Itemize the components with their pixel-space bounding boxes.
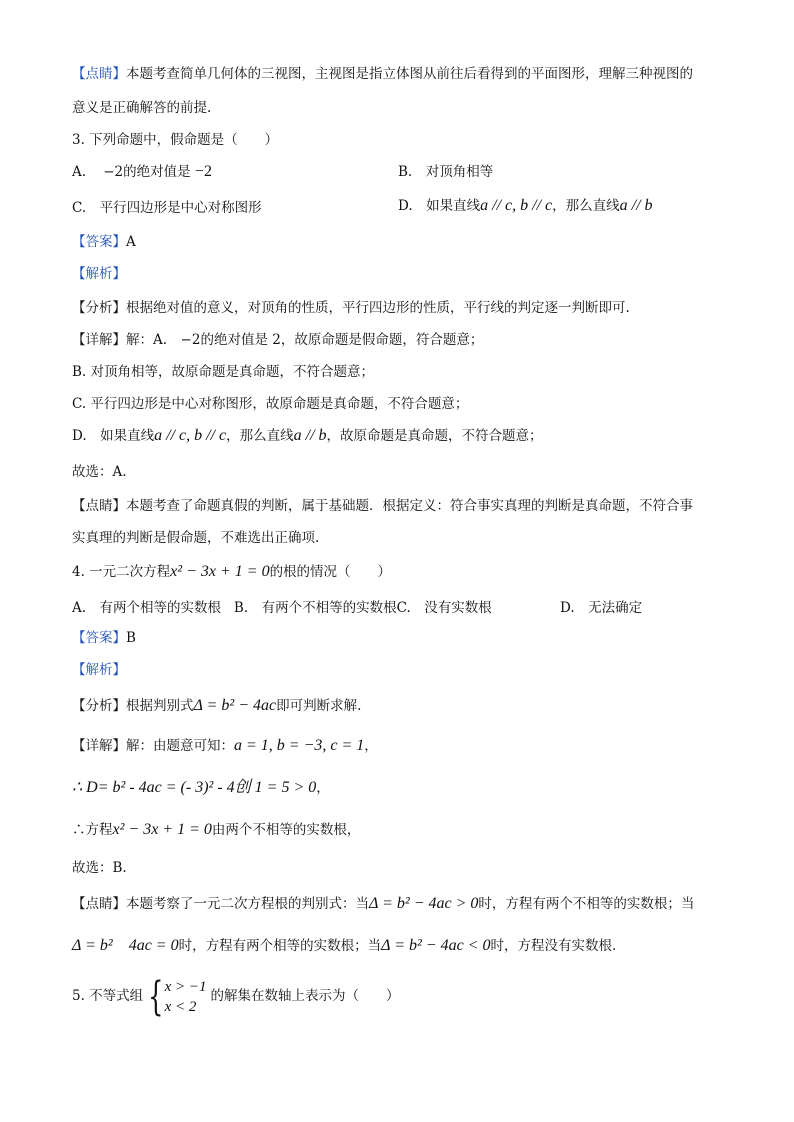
q3-option-d-math1: a // c, b // c bbox=[480, 197, 553, 214]
inequality-1: x > −1 bbox=[164, 978, 207, 995]
q3-dianjing-line1: 【点睛】本题考查了命题真假的判断，属于基础题．根据定义：符合事实真理的判断是真命题，不符合事 bbox=[72, 498, 693, 514]
q4-choose: 故选：B. bbox=[72, 860, 127, 876]
q4-equation: x² − 3x + 1 = 0 bbox=[170, 563, 270, 580]
q3-option-a: A. −2的绝对值是 −2 bbox=[72, 163, 212, 180]
q4-option-b: B. 有两个不相等的实数根 bbox=[233, 600, 397, 616]
q3-xiangjie-d: D. 如果直线a // c, b // c，那么直线a // b，故原命题是真命题，不符合题意； bbox=[72, 427, 543, 444]
q4-dianjing-line1: 【点睛】本题考察了一元二次方程根的判别式：当Δ = b² − 4ac > 0时，方程有两个不相等的实数根；当 bbox=[72, 895, 695, 912]
dianjing-paragraph-prev-line2: 意义是正确解答的前提. bbox=[72, 100, 212, 116]
q3-option-d-math2: a // b bbox=[619, 197, 653, 214]
inequality-2: x < 2 bbox=[164, 998, 197, 1015]
q4-step1: ∴ D= b² - 4ac = (- 3)² - 4创 1 = 5 > 0， bbox=[72, 779, 330, 796]
q4-option-c: C. 没有实数根 bbox=[396, 600, 492, 616]
q4-dianjing-line2: Δ = b² 4ac = 0时，方程有两个相等的实数根；当Δ = b² − 4ac < 0时，方程没有实数根. bbox=[72, 937, 617, 954]
q3-option-d: D. 如果直线a // c, b // c，那么直线a // b bbox=[398, 197, 653, 214]
dianjing-tag: 【点睛】 bbox=[72, 66, 126, 82]
q3-option-c: C. 平行四边形是中心对称图形 bbox=[72, 200, 262, 216]
q3-dianjing-line2: 实真理的判断是假命题，不难选出正确项. bbox=[72, 530, 320, 546]
q3-answer bbox=[72, 232, 136, 252]
q3-choose: 故选：A. bbox=[72, 464, 127, 480]
q5-stem: 5. 不等式组 { x > −1 x < 2 的解集在数轴上表示为（ ） bbox=[72, 973, 400, 1020]
q3-option-a-value: −2 bbox=[194, 163, 212, 180]
inequality-system bbox=[143, 973, 210, 1020]
q3-fenxi: 【分析】根据绝对值的意义，对顶角的性质，平行四边形的性质，平行线的判定逐一判断即可. bbox=[72, 300, 630, 316]
q4-fenxi: 【分析】根据判别式Δ = b² − 4ac即可判断求解. bbox=[72, 697, 362, 714]
q4-answer: 【答案】B bbox=[72, 630, 136, 646]
dianjing-paragraph-prev-line1 bbox=[72, 64, 693, 84]
q4-stem: 4. 一元二次方程x² − 3x + 1 = 0的根的情况（ ） bbox=[72, 563, 392, 580]
q4-step2: ∴方程x² − 3x + 1 = 0由两个不相等的实数根， bbox=[72, 821, 361, 838]
q3-stem: 3. 下列命题中，假命题是（ ） bbox=[72, 132, 279, 148]
q4-options bbox=[72, 598, 492, 618]
q4-xiangjie: 【详解】解：由题意可知：a = 1, b = −3, c = 1， bbox=[72, 737, 378, 754]
q3-xiangjie-c: C. 平行四边形是中心对称图形，故原命题是真命题，不符合题意； bbox=[72, 396, 469, 412]
q3-xiangjie-b: B. 对顶角相等，故原命题是真命题，不符合题意； bbox=[72, 364, 375, 380]
dianjing-text: 本题考查简单几何体的三视图，主视图是指立体图从前往后看得到的平面图形，理解三种视图的 bbox=[126, 66, 693, 82]
q4-analysis-tag: 【解析】 bbox=[72, 662, 126, 678]
left-brace-icon: { bbox=[148, 973, 164, 1020]
answer-value: A bbox=[126, 234, 136, 250]
q4-option-d: D. 无法确定 bbox=[560, 600, 643, 616]
answer-tag: 【答案】 bbox=[72, 234, 126, 250]
q4-option-a: A. 有两个相等的实数根 bbox=[72, 600, 222, 616]
q3-option-b: B. 对顶角相等 bbox=[398, 164, 494, 180]
q3-analysis-tag: 【解析】 bbox=[72, 266, 126, 282]
q3-xiangjie-a: 【详解】解：A. −2的绝对值是 2，故原命题是假命题，符合题意； bbox=[72, 332, 484, 348]
